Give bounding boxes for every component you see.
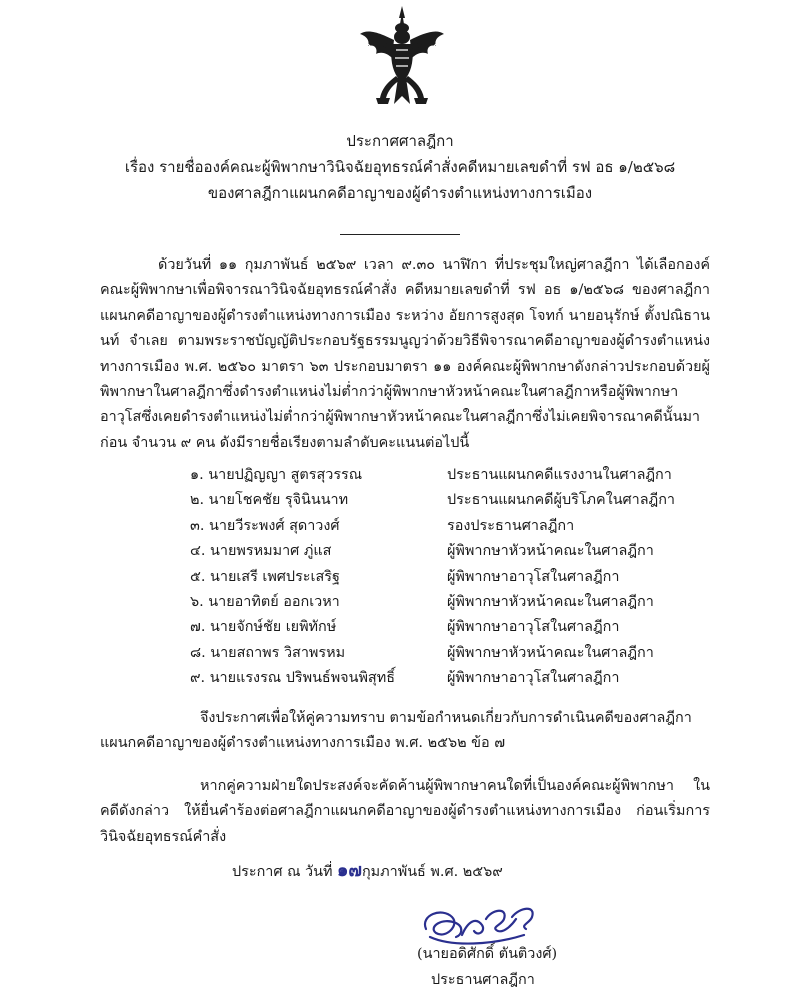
judge-position: ผู้พิพากษาอาวุโสในศาลฎีกา	[447, 619, 620, 636]
judge-name: ๒. นายโชคชัย รุจินินนาท	[190, 492, 349, 509]
judge-position: รองประธานศาลฎีกา	[447, 517, 575, 534]
list-item	[190, 488, 710, 513]
list-item	[190, 514, 710, 539]
document-title: ประกาศศาลฎีกา	[346, 132, 454, 150]
judge-name: ๓. นายวีระพงศ์ สุดาวงศ์	[190, 517, 340, 534]
announced-prefix: ประกาศ ณ วันที่	[232, 864, 337, 880]
para1-rest: ได้เลือกองค์คณะผู้พิพากษาเพื่อพิจารณาวินิจฉัยอุทธรณ์คำสั่ง คดีหมายเลขดำที่ รฟ อธ ๑/๒๕๖๘ ของศาลฎีกาแผนกคดีอาญาของผู้ดำรงตำแหน่งทางการเมือง ระหว่าง อัยการสูงสุด โจทก์ นายอนุรักษ์ ตั้งปณิธานนท์ จำเลย ตามพระราชบัญญัติประกอบรัฐธรรมนูญว่าด้วยวิธีพิจารณาคดีอาญาของผู้ดำรงตำแหน่งทางการเมือง พ.ศ. ๒๕๖๐ มาตรา ๖๓ ประกอบมาตรา ๑๑ องค์คณะผู้พิพากษาดังกล่าวประกอบด้วยผู้พิพากษาในศาลฎีกาซึ่งดำรงตำแหน่งไม่ต่ำกว่าผู้พิพากษาหัวหน้าคณะในศาลฎีกาหรือผู้พิพากษาอาวุโสซึ่งเคยดำรงตำแหน่งไม่ต่ำกว่าผู้พิพากษาหัวหน้าคณะในศาลฎีกาซึ่งไม่เคยพิจารณาคดีนั้นมาก่อน จำนวน ๙ คน ดังมีรายชื่อเรียงตามลำดับคะแนนต่อไปนี้	[100, 257, 710, 451]
judge-name: ๙. นายแรงรณ ปริพนธ์พจนพิสุทธิ์	[190, 670, 395, 687]
list-item	[190, 539, 710, 564]
para2-line-2: แผนกคดีอาญาของผู้ดำรงตำแหน่งทางการเมือง พ.ศ. ๒๕๖๒ ข้อ ๗	[100, 735, 506, 752]
subject-line-2: ของศาลฎีกาแผนกคดีอาญาของผู้ดำรงตำแหน่งทางการเมือง	[207, 184, 593, 202]
list-item	[190, 641, 710, 666]
announced-suffix: กุมภาพันธ์ พ.ศ. ๒๕๖๙	[361, 864, 503, 880]
body-paragraph-1	[100, 253, 710, 456]
garuda-emblem-icon	[358, 4, 446, 108]
judge-position: ผู้พิพากษาหัวหน้าคณะในศาลฎีกา	[447, 593, 654, 610]
judge-name: ๗. นายจักษ์ชัย เยพิทักษ์	[190, 619, 337, 636]
judge-position: ประธานแผนกคดีผู้บริโภคในศาลฎีกา	[447, 492, 676, 509]
announcement-date	[232, 860, 503, 883]
body-paragraph-2	[100, 706, 710, 757]
judge-name: ๔. นายพรหมมาศ ภู่แส	[190, 543, 332, 560]
title-divider	[340, 234, 460, 235]
para2-line-1: จึงประกาศเพื่อให้คู่ความทราบ ตามข้อกำหนดเกี่ยวกับการดำเนินคดีของศาลฎีกา	[200, 710, 692, 726]
para3-first-line: หากคู่ความฝ่ายใดประสงค์จะคัดค้านผู้พิพากษาคนใดที่เป็นองค์คณะผู้พิพากษา	[200, 778, 674, 794]
judges-list	[190, 463, 710, 692]
signer-title: ประธานศาลฎีกา	[431, 972, 535, 988]
list-item	[190, 565, 710, 590]
list-item	[190, 615, 710, 640]
judge-name: ๑. นายปฏิญญา สูตรสุวรรณ	[190, 467, 363, 483]
judge-name: ๕. นายเสรี เพศประเสริฐ	[190, 568, 340, 585]
handwritten-day: ๑๗	[337, 860, 362, 881]
judge-position: ประธานแผนกคดีแรงงานในศาลฎีกา	[447, 467, 672, 483]
signer-name: (นายอดิศักดิ์ ตันติวงศ์)	[417, 946, 558, 962]
list-item	[190, 590, 710, 615]
judge-name: ๘. นายสถาพร วิสาพรหม	[190, 644, 346, 661]
judge-position: ผู้พิพากษาหัวหน้าคณะในศาลฎีกา	[447, 543, 654, 560]
list-item	[190, 463, 710, 488]
subject-line: เรื่อง รายชื่อองค์คณะผู้พิพากษาวินิจฉัยอุทธรณ์คำสั่งคดีหมายเลขดำที่ รฟ อธ ๑/๒๕๖๘	[124, 158, 676, 176]
para1-first-line: ด้วยวันที่ ๑๑ กุมภาพันธ์ ๒๕๖๙ เวลา ๙.๓๐ นาฬิกา ที่ประชุมใหญ่ศาลฎีกา	[158, 257, 630, 273]
body-paragraph-3	[100, 774, 710, 850]
judge-position: ผู้พิพากษาอาวุโสในศาลฎีกา	[447, 670, 620, 687]
judge-position: ผู้พิพากษาหัวหน้าคณะในศาลฎีกา	[447, 644, 654, 661]
judge-position: ผู้พิพากษาอาวุโสในศาลฎีกา	[447, 568, 620, 585]
judge-name: ๖. นายอาทิตย์ ออกเวหา	[190, 593, 340, 610]
para3-rest: ในคดีดังกล่าว ให้ยื่นคำร้องต่อศาลฎีกาแผนกคดีอาญาของผู้ดำรงตำแหน่งทางการเมือง ก่อนเริ่มการวินิจฉัยอุทธรณ์คำสั่ง	[100, 778, 710, 845]
list-item	[190, 666, 710, 691]
